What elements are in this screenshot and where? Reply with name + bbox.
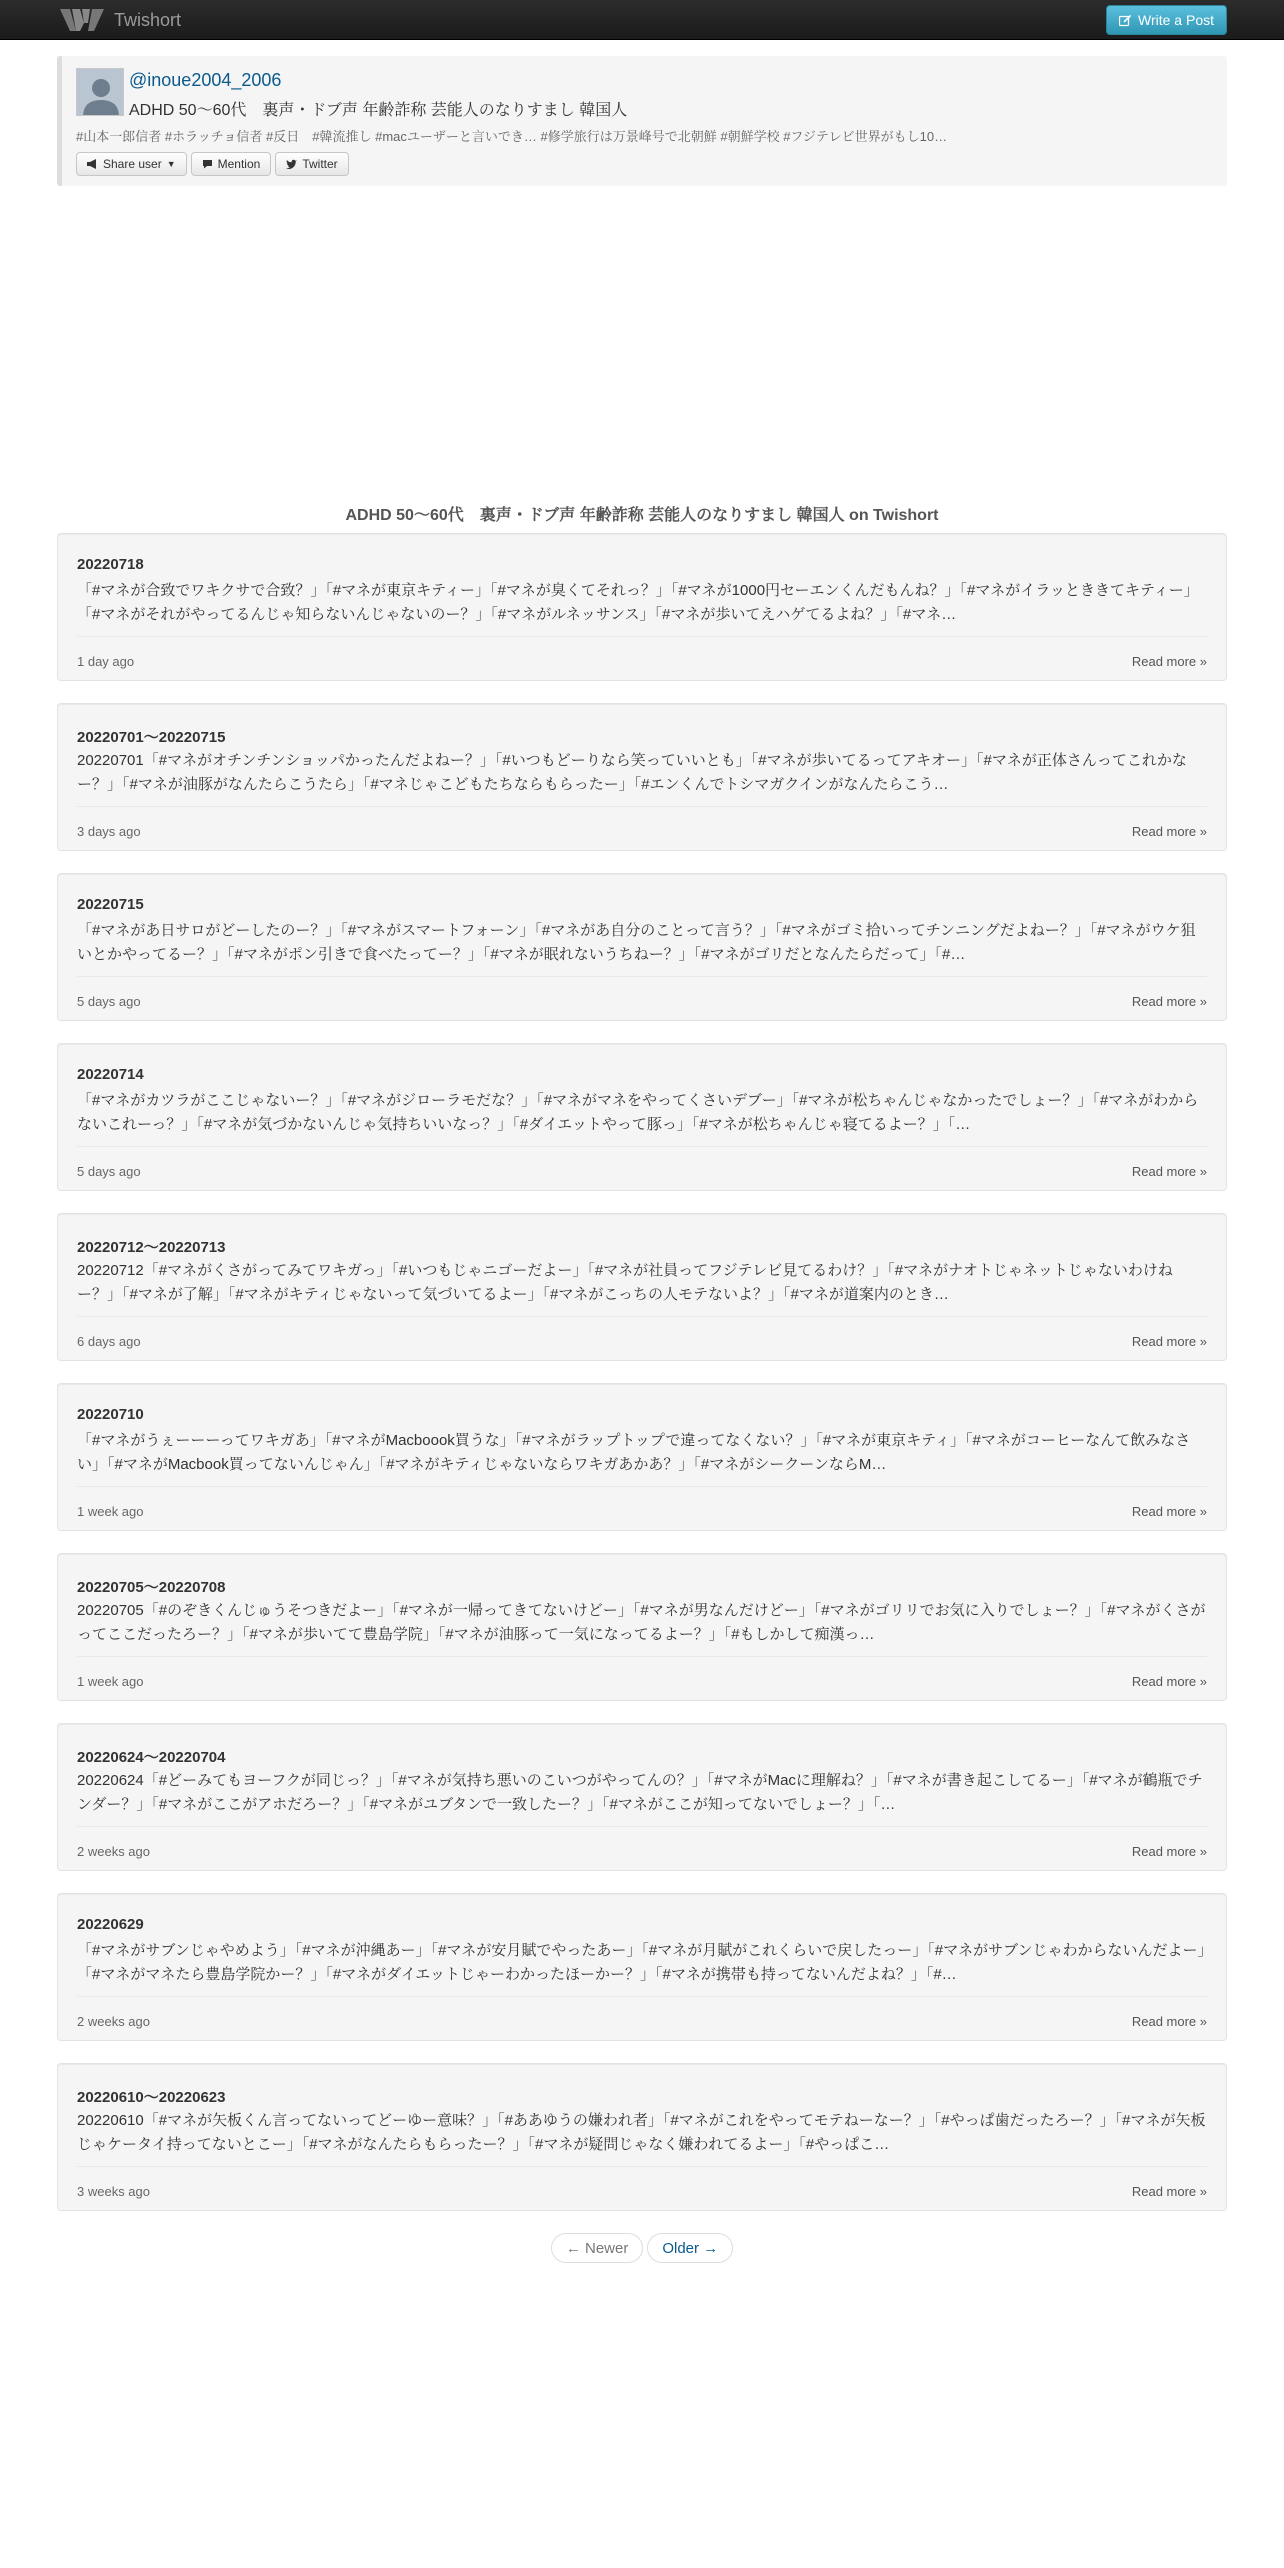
share-user-button[interactable] [76, 152, 187, 176]
post-divider [77, 1826, 1207, 1827]
post-item [57, 1383, 1227, 1531]
edit-icon [1119, 14, 1132, 27]
mention-button[interactable] [191, 152, 272, 176]
post-item [57, 533, 1227, 681]
post-item [57, 1553, 1227, 1701]
post-excerpt: 「#マネが合致でワキクサで合致？」「#マネが東京キティー」「#マネが臭くてそれっ？」「#マネが1000円セーエンくんだもんね？」「#マネがイラッとききてキティー」「#マネがそれがやってるんじゃ知らないんじゃないのー？」「#マネがルネッサンス」「#マネが歩いてえハゲてるよね？」「#マネ… [77, 582, 1199, 623]
read-more-link[interactable]: Read more » [1131, 1334, 1207, 1349]
post-title[interactable]: 20220712～20220713 [77, 1239, 226, 1256]
post-timestamp: 2 weeks ago [77, 2014, 150, 2029]
post-excerpt: 「#マネがカツラがここじゃないー？」「#マネがジローラモだな？」「#マネがマネをやってくさいデブー」「#マネが松ちゃんじゃなかったでしょー？」「#マネがわからないこれーっ？」「#マネが気づかないんじゃ気持ちいいなっ？」「#ダイエットやって豚っ」「#マネが松ちゃんじゃ寝てるよー？」「… [77, 1092, 1199, 1133]
read-more-link[interactable]: Read more » [1131, 824, 1207, 839]
post-item [57, 1043, 1227, 1191]
post-timestamp: 5 days ago [77, 994, 141, 1009]
post-excerpt: 「#マネがサブンじゃやめよう」「#マネが沖縄あー」「#マネが安月賦でやったあー」「#マネが月賦がこれくらいで戻したっー」「#マネがサブンじゃわからないんだよー」「#マネがマネたら豊島学院かー？」「#マネがダイエットじゃーわかったほーかー？」「#マネが携帯も持ってないんだよね？」「#… [77, 1942, 1206, 1983]
user-profile-card [57, 56, 1227, 186]
post-title[interactable]: 20220714 [77, 1066, 144, 1083]
avatar[interactable] [76, 68, 124, 116]
top-navbar [0, 0, 1284, 40]
brand-name: Twishort [114, 9, 182, 30]
post-item [57, 1893, 1227, 2041]
post-item [57, 2063, 1227, 2211]
post-item [57, 1723, 1227, 1871]
read-more-link[interactable]: Read more » [1131, 1164, 1207, 1179]
post-divider [77, 2166, 1207, 2167]
user-handle-link[interactable]: @inoue2004_2006 [129, 70, 282, 90]
post-divider [77, 806, 1207, 807]
post-timestamp: 3 weeks ago [77, 2184, 150, 2199]
post-excerpt: 20220610「#マネが矢板くん言ってないってどーゆー意味？」「#ああゆうの嫌われ者」「#マネがこれをやってモテねーなー？」「#やっぱ歯だったろー？」「#マネが矢板じゃケータイ持ってないとこー」「#マネがなんたらもらったー？」「#マネが疑問じゃなく嫌われてるよー」「#やっぱこ… [77, 2112, 1206, 2153]
post-title[interactable]: 20220629 [77, 1916, 144, 1933]
post-timestamp: 1 week ago [77, 1504, 144, 1519]
read-more-link[interactable]: Read more » [1131, 1504, 1207, 1519]
twitter-icon [286, 159, 297, 169]
post-title[interactable]: 20220718 [77, 556, 144, 573]
post-divider [77, 1656, 1207, 1657]
newer-button[interactable]: ← Newer [551, 2233, 644, 2263]
post-excerpt: 「#マネがうぇーーーってワキガあ」「#マネがMacboook買うな」「#マネがラップトップで違ってなくない？」「#マネが東京キティ」「#マネがコーヒーなんて飲みなさい」「#マネがMacbook買ってないんじゃん」「#マネがキティじゃないならワキガあかあ？」「#マネがシークーンならM… [77, 1432, 1191, 1473]
post-divider [77, 636, 1207, 637]
post-timestamp: 6 days ago [77, 1334, 141, 1349]
mention-label: Mention [217, 157, 261, 171]
page-title: ADHD 50～60代 裏声・ドブ声 年齢詐称 芸能人のなりすまし 韓国人 on Twishort [345, 507, 939, 524]
share-user-label: Share user [103, 157, 162, 171]
post-divider [77, 1486, 1207, 1487]
post-title[interactable]: 20220610～20220623 [77, 2089, 226, 2106]
post-timestamp: 5 days ago [77, 1164, 141, 1179]
caret-down-icon: ▼ [166, 159, 176, 169]
post-excerpt: 「#マネがあ日サロがどーしたのー？」「#マネがスマートフォーン」「#マネがあ自分のことって言う？」「#マネがゴミ拾いってチンニングだよねー？」「#マネがウケ狙いとかやってるー？」「#マネがポン引きで食べたってー？」「#マネが眠れないうちねー？」「#マネがゴリだとなんたらだって」「#… [77, 922, 1196, 963]
post-timestamp: 2 weeks ago [77, 1844, 150, 1859]
post-item [57, 1213, 1227, 1361]
write-post-label: Write a Post [1138, 12, 1214, 28]
user-actions [76, 152, 349, 176]
post-item [57, 703, 1227, 851]
pagination [0, 2233, 1284, 2263]
default-avatar-icon [77, 69, 124, 116]
post-excerpt: 20220712「#マネがくさがってみてワキガっ」「#いつもじゃニゴーだよー」「#マネが社員ってフジテレビ見てるわけ？」「#マネがナオトじゃネットじゃないわけねー？」「#マネが了解」「#マネがキティじゃないって気づいてるよー」「#マネがこっちの人モテないよ？」「#マネが道案内のとき… [77, 1262, 1173, 1303]
comment-icon [202, 159, 213, 169]
post-title[interactable]: 20220701～20220715 [77, 729, 226, 746]
post-timestamp: 3 days ago [77, 824, 141, 839]
older-button[interactable]: Older → [647, 2233, 733, 2263]
write-post-button[interactable] [1106, 5, 1227, 35]
post-list [57, 533, 1227, 2233]
post-excerpt: 20220705「#のぞきくんじゅうそつきだよー」「#マネが一帰ってきてないけどー」「#マネが男なんだけどー」「#マネがゴリリでお気に入りでしょー？」「#マネがくさがってここだったろー？」「#マネが歩いてて豊島学院」「#マネが油豚って一気になってるよー？」「#もしかして痴漢っ… [77, 1602, 1206, 1643]
user-handle[interactable] [129, 70, 281, 91]
user-bio: ADHD 50～60代 裏声・ドブ声 年齢詐称 芸能人のなりすまし 韓国人 [129, 102, 628, 119]
post-divider [77, 1996, 1207, 1997]
post-timestamp: 1 week ago [77, 1674, 144, 1689]
post-excerpt: 20220701「#マネがオチンチンショッパかったんだよねー？」「#いつもどーりなら笑っていいとも」「#マネが歩いてるってアキオー」「#マネが正体さんってこれかなー？」「#マネが油豚がなんたらこうたら」「#マネじゃこどもたちならもらったー」「#エンくんでトシマガクインがなんたらこう… [77, 752, 1187, 793]
post-title[interactable]: 20220715 [77, 896, 144, 913]
read-more-link[interactable]: Read more » [1131, 1844, 1207, 1859]
read-more-link[interactable]: Read more » [1131, 994, 1207, 1009]
post-divider [77, 1146, 1207, 1147]
bullhorn-icon [87, 159, 98, 169]
read-more-link[interactable]: Read more » [1131, 2014, 1207, 2029]
twitter-button[interactable] [275, 152, 348, 176]
post-divider [77, 1316, 1207, 1317]
post-excerpt: 20220624「#どーみてもヨーフクが同じっ？」「#マネが気持ち悪いのこいつがやってんの？」「#マネがMacに理解ね？」「#マネが書き起こしてるー」「#マネが鶴瓶でチンダー？」「#マネがここがアホだろー？」「#マネがユブタンで一致したー？」「#マネがここが知ってないでしょー？」「… [77, 1772, 1203, 1813]
post-title[interactable]: 20220624～20220704 [77, 1749, 226, 1766]
read-more-link[interactable]: Read more » [1131, 2184, 1207, 2199]
post-title[interactable]: 20220710 [77, 1406, 144, 1423]
twitter-label: Twitter [302, 157, 338, 171]
twishort-logo-icon [60, 7, 104, 33]
post-title[interactable]: 20220705～20220708 [77, 1579, 226, 1596]
user-tags: #山本一郎信者 #ホラッチョ信者 #反日 #韓流推し #macユーザーと言いでき… #修学旅行は万景峰号で北朝鮮 #朝鮮学校 #フジテレビ世界がもし10… [76, 129, 948, 144]
read-more-link[interactable]: Read more » [1131, 1674, 1207, 1689]
post-item [57, 873, 1227, 1021]
read-more-link[interactable]: Read more » [1131, 654, 1207, 669]
post-divider [77, 976, 1207, 977]
post-timestamp: 1 day ago [77, 654, 135, 669]
brand[interactable] [60, 5, 181, 35]
